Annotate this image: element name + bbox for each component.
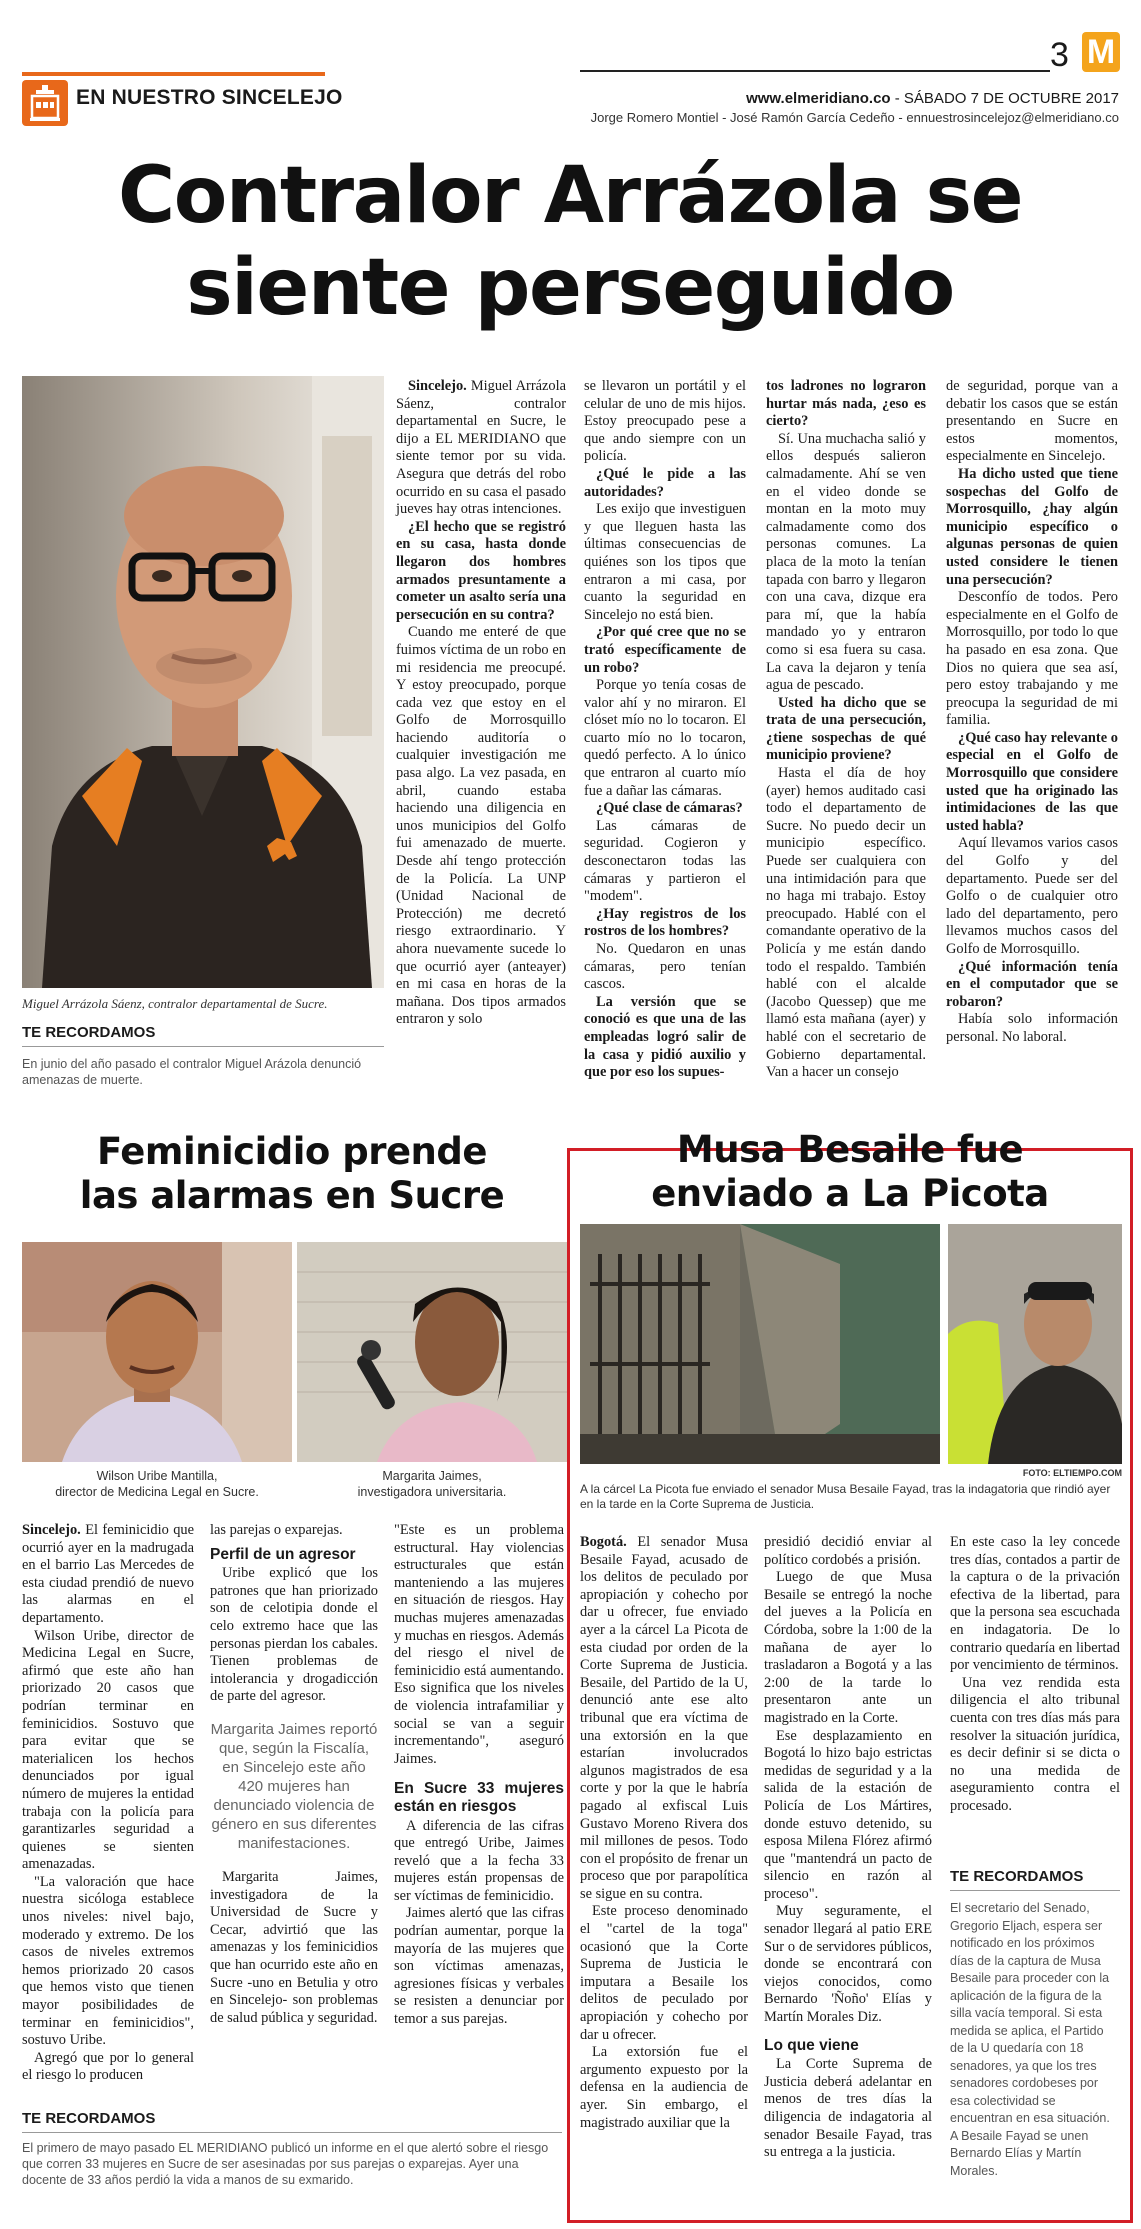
question-main-2-5: ¿Qué clase de cámaras? — [596, 800, 743, 817]
question-main-4-1: Ha dicho usted que tiene sospechas del Golfo de Morrosquillo, ¿hay algún municipio específico o algunas personas de quien usted considere le tienen una persecución? — [946, 465, 1118, 588]
besaile-col-1 — [580, 1534, 748, 2132]
besaile-col-2-top — [764, 1534, 932, 2027]
besaile-col-2-bottom — [764, 2056, 932, 2162]
jaimes-photo — [297, 1242, 567, 1462]
feminicidio-col-2 — [210, 1522, 378, 2027]
paragraph-main-4-6: Había solo información personal. No laboral. — [946, 1011, 1118, 1045]
main-article-col-1 — [396, 378, 566, 1029]
paragraph-main-3-3: Hasta el día de hoy (ayer) hemos auditado casi todo el departamento de Sucre. No puedo decir un municipio específico. Puede ser cualquiera con una intimidación para que no haga mi trabajo. Estoy preocupado. Hablé con el comandante operativo de la Policía y me están dando todo el respaldo. También hablé con el alcalde (Jacobo Quessep) que me llamó esta mañana (ayer) y hablé con el secretario de Gobierno departamental. Van a hacer un consejo — [766, 765, 926, 1081]
feminicidio-col-2-mid — [210, 1565, 378, 1706]
subhead-33-mujeres: En Sucre 33 mujeres están en riesgos — [394, 1780, 564, 1815]
newspaper-logo: M — [1082, 32, 1120, 72]
paragraph-bes-3-1: Una vez rendida esta diligencia el alto tribunal cuenta con tres días más para resolver la situación jurídica, es decir definir si se dicta o no una medida de aseguramiento contra el procesado. — [950, 1674, 1120, 1814]
picota-photo — [580, 1224, 940, 1464]
main-headline — [20, 150, 1120, 334]
paragraph-main-2-6: Las cámaras de seguridad. Cogieron y desconectaron todas las cámaras y partieron el "modem". — [584, 817, 746, 905]
main-article-col-3 — [766, 378, 926, 1082]
paragraph-main-2-0: se llevaron un portátil y el celular de uno de mis hijos. Estoy preocupado pese a que ando siempre con un policía. — [584, 378, 746, 465]
uribe-photo — [22, 1242, 292, 1462]
uribe-caption-name: Wilson Uribe Mantilla, — [96, 1469, 218, 1483]
besaile-headline — [572, 1128, 1128, 1216]
recuerda-title-left: TE RECORDAMOS — [22, 2110, 156, 2127]
pull-quote: Margarita Jaimes reportó que, según la Fiscalía, en Sincelejo este año 420 mujeres han denunciado violencia de género en sus diferentes manifestaciones. — [210, 1720, 378, 1852]
paragraph-fem-2c-0: Margarita Jaimes, investigadora de la Universidad de Sucre y Cecar, advirtió que las amenazas y los feminicidios que han ocurrido este año en Sucre -uno en Betulia y otro en Sincelejo- son problemas de salud pública y seguridad. — [210, 1868, 378, 2026]
question-main-4-5: ¿Qué información tenía en el computador que se robaron? — [946, 958, 1118, 1010]
uribe-caption — [22, 1468, 292, 1500]
besaile-col-2 — [764, 1534, 932, 2162]
paragraph-fem-1-1: Wilson Uribe, director de Medicina Legal en Sucre, afirmó que este año han priorizado 20 casos que podrían terminar en feminicidios. Sostuvo que para evitar que se materialicen los hechos denunciados por igual número de mujeres la entidad trabaja con la policía para garantizarles seguridad a quienes se sienten amenazadas. — [22, 1627, 194, 1873]
subhead-perfil: Perfil de un agresor — [210, 1545, 356, 1563]
question-main-3-0: tos ladrones no lograron hurtar más nada, ¿eso es cierto? — [766, 378, 926, 430]
paragraph-fem-3a-0: "Este es un problema estructural. Hay violencias estructurales que están manteniendo a las mujeres en situación de riesgos. Hay muchas mujeres amenazadas y muchas en riesgos. Además del riesgo el nivel de feminicidio está aumentando. Eso significa que los niveles de violencia intrafamiliar y social se van a seguir incrementando", aseguró Jaimes. — [394, 1522, 564, 1767]
paragraph-main-4-4: Aquí llevamos varios casos del Golfo y del departamento. Puede ser del Golfo o de cualquier otro lado del departamento, pero llevamos muchos casos del Golfo de Morrosquillo. — [946, 835, 1118, 957]
question-main-2-7: ¿Hay registros de los rostros de los hombres? — [584, 905, 746, 940]
question-main-1-1: ¿El hecho que se registró en su casa, hasta donde llegaron dos hombres armados presuntamente a cometer un asalto sería una persecución en su contra? — [396, 518, 566, 623]
question-main-4-3: ¿Qué caso hay relevante o especial en el Golfo de Morrosquillo que considere usted que ha originado las intimidaciones de las que usted habla? — [946, 729, 1118, 834]
feminicidio-headline — [22, 1130, 562, 1218]
header-rule — [580, 70, 1050, 72]
paragraph-main-4-2: Desconfío de todos. Pero especialmente en el Golfo de Morrosquillo, por todo lo que ha pasado en esa zona. Que Dios no quiera que sea así, pero estoy trabajando y me preocupa la seguridad de mi familia. — [946, 589, 1118, 729]
arrazola-photo — [22, 376, 384, 988]
jaimes-caption — [297, 1468, 567, 1500]
building-icon — [22, 80, 68, 126]
main-headline-line-2: siente perseguido — [186, 243, 954, 333]
feminicidio-headline-line-2: las alarmas en Sucre — [79, 1174, 505, 1217]
paragraph-bes-2b-0: La Corte Suprema de Justicia deberá adelantar en menos de tres días la diligencia de indagatoria al senador Besaile Fayad, tras su entrega a la justicia. — [764, 2056, 932, 2161]
besaile-headline-line-1: Musa Besaile fue — [676, 1128, 1024, 1171]
paragraph-main-2-4: Porque yo tenía cosas de valor ahí y no miraron. El clóset mío no lo tocaron. El cuarto mío no lo tocaron, quedó perfecto. A lo único que entraron al cuarto mío fue a dañar las cámaras. — [584, 677, 746, 799]
issue-date: SÁBADO 7 DE OCTUBRE 2017 — [903, 90, 1119, 107]
paragraph-bes-1-1: Este proceso denominado el "cartel de la toga" ocasionó que la Corte Suprema de Justicia le imputara a Besaile los delitos de peculado por apropiación y cohecho por dar u ofrecer. — [580, 1903, 748, 2043]
feminicidio-col-3 — [394, 1522, 564, 2029]
paragraph-main-3-1: Sí. Una muchacha salió y ellos después salieron calmadamente. Ahí se ven en el video donde se montan en la moto muy calmadamente como dos personas comunes. La placa de la moto la tenían tapada con barro y llegaron con una cava, dizque era para mí, que la había mandado yo y entraron como si esa fuera su casa. La cava la dejaron y tenía agua de pescado. — [766, 430, 926, 694]
paragraph-bes-2a-2: Ese desplazamiento en Bogotá lo hizo bajo estrictas medidas de seguridad y a la salida de la estación de Policía de Los Mártires, donde estuvo detenido, su esposa Milena Flórez afirmó que "mantendrá un pacto de silencio en razón al proceso". — [764, 1727, 932, 1902]
feminicidio-col-3-bottom — [394, 1818, 564, 2029]
paragraph-main-1-0: Sincelejo. Miguel Arrázola Sáenz, contralor departamental en Sucre, le dijo a EL MERIDIANO que siente temor por su vida. Asegura que detrás del robo ocurrido en su casa el pasado jueves hay otras intenciones. — [396, 378, 566, 518]
recuerda-rule-right — [950, 1890, 1120, 1891]
recuerda-text-right: El secretario del Senado, Gregorio Eljach, espera ser notificado en los próximos días de la captura de Musa Besaile para proceder con la aplicación de la figura de la silla vacía temporal. Si esta medida se aplica, el Partido de la U quedaría con 18 senadores, ya que los tres senadores cordobeses por esa colectividad se encuentran en esa situación. A Besaile Fayad se unen Bernardo Elías y Martín Morales. — [950, 1901, 1110, 2178]
question-main-3-2: Usted ha dicho que se trata de una persecución, ¿tiene sospechas de qué municipio proviene? — [766, 694, 926, 764]
dateline-main-1: Sincelejo. — [408, 378, 467, 394]
paragraph-fem-3b-0: A diferencia de las cifras que entregó Uribe, Jaimes reveló que a la fecha 33 mujeres están propensas de ser víctimas de feminicidio. — [394, 1817, 564, 1904]
arrazola-photo-caption: Miguel Arrázola Sáenz, contralor departamental de Sucre. — [22, 996, 328, 1011]
paragraph-bes-2a-1: Luego de que Musa Besaile se entregó la noche del jueves a la Policía en Córdoba, sobre la 1:00 de la mañana de ayer lo trasladaron a Bogotá y a las 2:00 de la tarde lo presentaron ante un magistrado en la Corte. — [764, 1569, 932, 1726]
page-number: 3 — [1050, 36, 1069, 74]
paragraph-main-2-8: No. Quedaron en unas cámaras, pero tenían cascos. — [584, 941, 746, 993]
paragraph-fem-1-2: "La valoración que hace nuestra sicóloga establece unos niveles: nivel bajo, moderado y extremo. De los casos de niveles extremos hemos priorizado 20 casos que hemos visto que tienen mayor posibilidades de terminar en feminicidios", sostuvo Uribe. — [22, 1873, 194, 2049]
recuerda-text-left: El primero de mayo pasado EL MERIDIANO publicó un informe en el que alertó sobre el riesgo que corren 33 mujeres en Sucre de ser asesinadas por sus parejas o exparejas. Ayer una docente de 33 años perdió la vida a manos de su exmarido. — [22, 2141, 549, 2187]
paragraph-bes-2a-0: presidió decidió enviar al político cordobés a prisión. — [764, 1534, 932, 1568]
paragraph-fem-3b-1: Jaimes alertó que las cifras podrían aumentar, porque la mayoría de las mujeres que son víctimas amenazas, agresiones físicas y verbales se resisten a denunciar por temor a sus parejas. — [394, 1905, 564, 2028]
jaimes-caption-role: investigadora universitaria. — [357, 1485, 507, 1499]
recuerda-title-right: TE RECORDAMOS — [950, 1868, 1084, 1885]
dateline: www.elmeridiano.co - SÁBADO 7 DE OCTUBRE 2017 — [746, 90, 1119, 107]
feminicidio-col-2-bottom — [210, 1869, 378, 2027]
question-main-2-1: ¿Qué le pide a las autoridades? — [584, 465, 746, 500]
main-headline-line-1: Contralor Arrázola se — [118, 151, 1022, 241]
feminicidio-col-1 — [22, 1522, 194, 2085]
feminicidio-headline-line-1: Feminicidio prende — [97, 1130, 487, 1173]
recuerda-rule-main — [22, 1046, 384, 1047]
feminicidio-col-3-top — [394, 1522, 564, 1768]
main-article-col-2 — [584, 378, 746, 1082]
paragraph-fem-2b-0: Uribe explicó que los patrones que han priorizado son de celotipia donde el celo extremo hace que las personas pierdan los cabales. Tienen problemas de intolerancia y drogadicción de parte del agresor. — [210, 1565, 378, 1705]
main-article-col-4 — [946, 378, 1118, 1047]
recuerda-text-main: En junio del año pasado el contralor Miguel Arázola denunció amenazas de muerte. — [22, 1057, 362, 1087]
section-label: EN NUESTRO SINCELEJO — [76, 86, 343, 109]
question-main-2-3: ¿Por qué cree que no se trató específicamente de un robo? — [584, 624, 746, 676]
credits: Jorge Romero Montiel - José Ramón García Cedeño - ennuestrosincelejoz@elmeridiano.co — [590, 110, 1119, 125]
website[interactable]: www.elmeridiano.co — [746, 90, 891, 107]
picota-caption: A la cárcel La Picota fue enviado el senador Musa Besaile Fayad, tras la indagatoria que rindió ayer en la tarde en la Corte Suprema de Justicia. — [580, 1482, 1111, 1511]
paragraph-fem-2a-0: las parejas o exparejas. — [210, 1522, 343, 1538]
recuerda-title-main: TE RECORDAMOS — [22, 1024, 156, 1041]
question-main-2-9: La versión que se conoció es que una de las empleadas logró salir de la casa y pidió auxilio y que por eso los supues- — [584, 993, 746, 1081]
paragraph-main-4-0: de seguridad, porque van a debatir los casos que se están presentando en Sucre en estos momentos, especialmente en Sincelejo. — [946, 378, 1118, 465]
subhead-lo-que-viene: Lo que viene — [764, 2036, 859, 2054]
paragraph-main-1-2: Cuando me enteré de que fuimos víctima de un robo en mi residencia me preocupé. Y estoy preocupado, porque cada vez que estoy en el Golfo de Morrosquillo haciendo auditoría o cualquier investigación me pasa algo. La vez pasada, en abril, cuando estaba haciendo una diligencia en unos municipios del Golfo fui amenazado de muerte. Desde ahí tengo protección de la Policía. La UNP (Unidad Nacional de Protección) me decretó riesgo extraordinario. Y ahora nuevamente sucede lo que ocurrió ayer (anteayer) en mi casa en horas de la mañana. Dos tipos armados entraron y solo — [396, 624, 566, 1028]
paragraph-fem-1-3: Agregó que por lo general el riesgo lo producen — [22, 2049, 194, 2084]
besaile-col-3 — [950, 1534, 1120, 1816]
paragraph-fem-1-0: Sincelejo. El feminicidio que ocurrió ayer en la madrugada en el barrio Las Mercedes de esta ciudad prendió de nuevo las alarmas en el departamento. — [22, 1522, 194, 1626]
dateline-bes-1: Bogotá. — [580, 1534, 627, 1550]
paragraph-main-2-2: Les exijo que investiguen y que lleguen hasta las últimas consecuencias de quiénes son los tipos que entraron a mi casa, por cuanto la seguridad en Sincelejo no está bien. — [584, 501, 746, 623]
dateline-fem-1: Sincelejo. — [22, 1522, 81, 1538]
paragraph-bes-1-0: Bogotá. El senador Musa Besaile Fayad, acusado de los delitos de peculado por apropiación y cohecho por dar u ofrecer, fue enviado ayer a la cárcel La Picota de esta ciudad por orden de la Corte Suprema de Justicia. Besaile, del Partido de la U, denunció ante ese alto tribunal que era víctima de una extorsión en la que estarían involucrados algunos magistrados de esa corte y por la que le habría pagado al exfiscal Luis Gustavo Moreno Rivera dos mil millones de pesos. Todo con el propósito de frenar un proceso que por parapolítica se sigue en su contra. — [580, 1534, 748, 1902]
section-rule — [22, 72, 325, 76]
paragraph-bes-2a-3: Muy seguramente, el senador llegará al patio ERE Sur o de servidores públicos, donde se encontrará con viejos conocidos, como Bernardo 'Ñoño' Elías y Martín Morales Diz. — [764, 1903, 932, 2026]
besaile-photo — [948, 1224, 1122, 1464]
paragraph-bes-1-2: La extorsión fue el argumento expuesto por la defensa en la audiencia de ayer. Sin embargo, el magistrado auxiliar que la — [580, 2044, 748, 2131]
paragraph-bes-3-0: En este caso la ley concede tres días, contados a partir de la captura o de la privación efectiva de la libertad, para que la persona sea escuchada en indagatoria. De lo contrario quedaría en libertad por vencimiento de términos. — [950, 1534, 1120, 1674]
photo-credit: FOTO: ELTIEMPO.COM — [1022, 1468, 1122, 1478]
feminicidio-col-2-top — [210, 1522, 378, 1540]
jaimes-caption-name: Margarita Jaimes, — [382, 1469, 482, 1483]
recuerda-rule-left — [22, 2132, 562, 2133]
uribe-caption-role: director de Medicina Legal en Sucre. — [55, 1485, 259, 1499]
besaile-headline-line-2: enviado a La Picota — [651, 1172, 1049, 1215]
